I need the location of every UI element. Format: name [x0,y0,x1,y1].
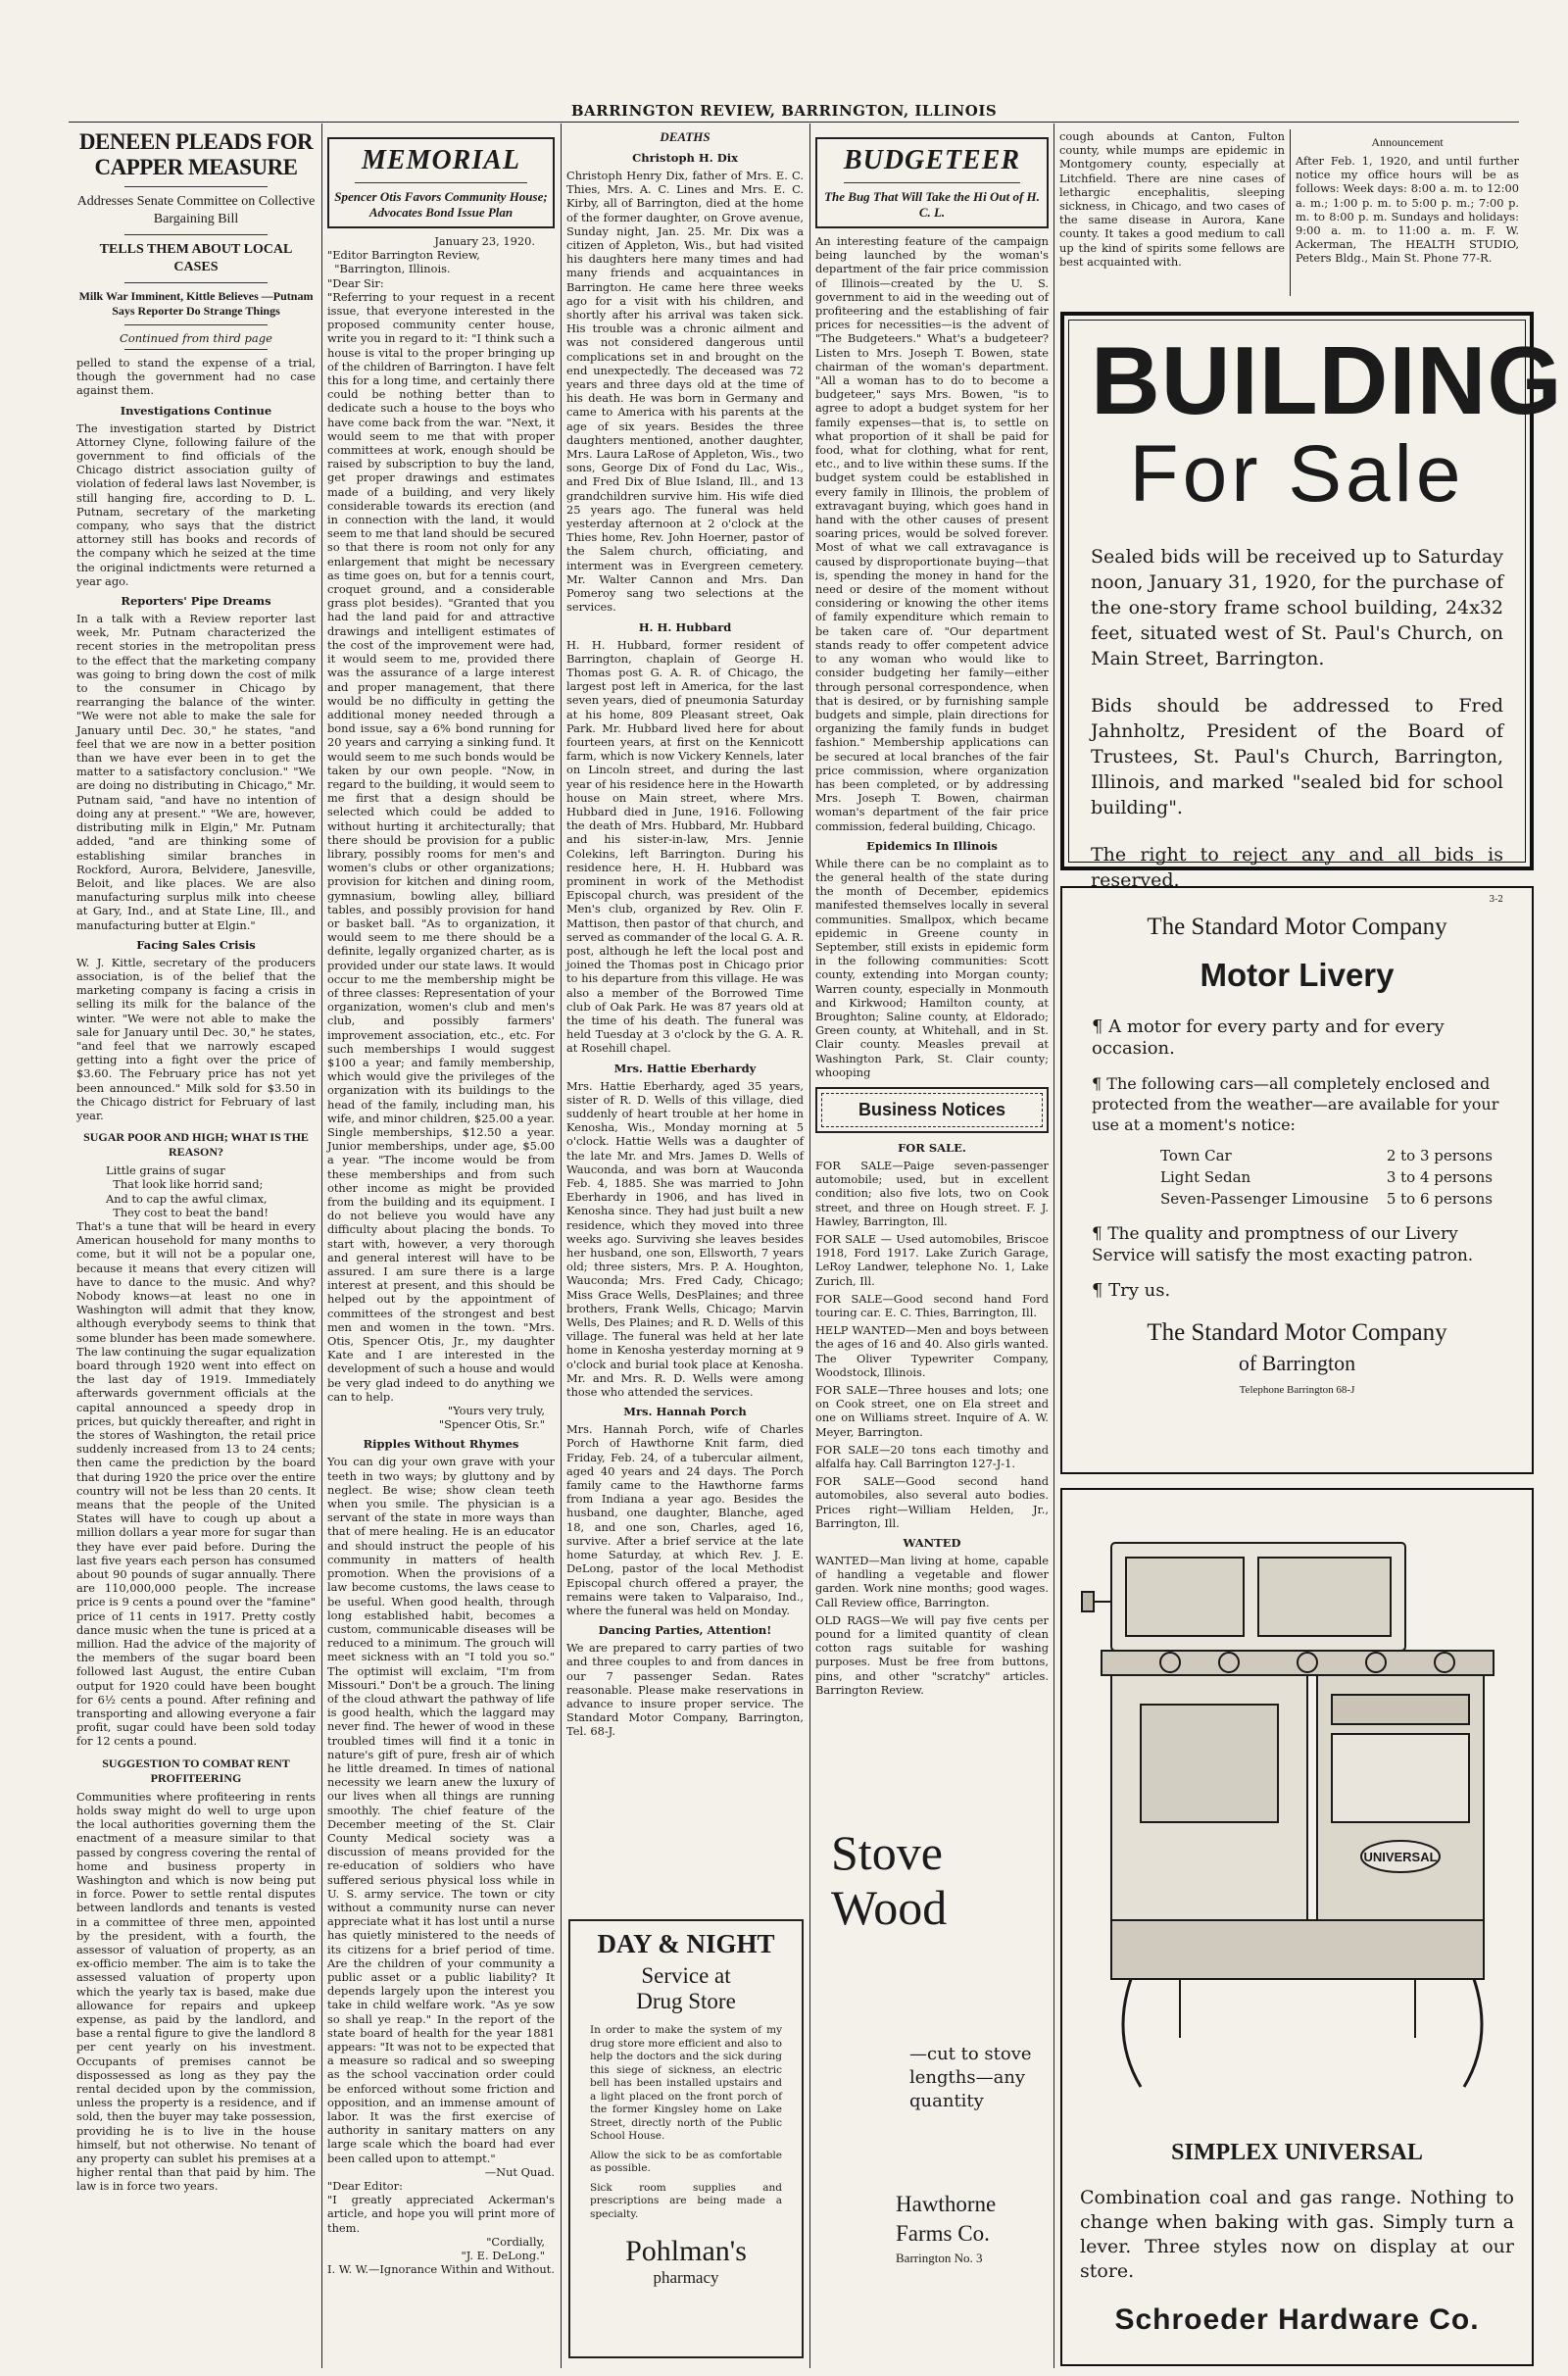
ad-signature: Farms Co. [896,2221,990,2246]
range-stove-illustration [1082,1504,1513,2131]
paragraph: That's a tune that will be heard in every American household for many months to come, but it will not be a popular one, because it means that every citizen will have to dance to the music. And why? Nobody knows—at least no one in Washington will admit that they know, although everybody seems to think that some blunder has been made somewhere. The law continuing the sugar equalization board through 1920 went into effect on the last day of 1919. Immediately afterwards government officials at the capital announced a speedy drop in prices, but quickly thereafter, and right in the stores of Washington, the retail price suddenly increased from 13 to 24 cents; then came the prediction by the board that during 1920 the price over the entire country will not be less than 20 cents. It means that the people of the United States will have to cough up about a million dollars a year more for sugar than they have ever paid before. During the last five years each person has consumed about 90 pounds of sugar annually. There are 110,000,000 people. The increase price is 9 cents a pound over the "famine" price of 11 cents in 1917. Pretty costly dance music when the tune is priced at a million. Had the advice of the majority of the members of the sugar board been followed last August, the entire Cuban output for 1920 could have been bought for 6½ cents a pound. After refining and transporting and allowing everyone a fair profit, sugar could have been sold today for 12 cents a pound. [76,1218,319,1749]
ad-body: Allow the sick to be as comfortable as possible. [590,2149,786,2174]
paragraph: Mrs. Hannah Porch, wife of Charles Porch of Hawthorne Knit farm, died Friday, Feb. 24, of a tubercular ailment, aged 40 years and 24 days. The Porch family came to the Hawthorne farms from Indiana a year ago. Besides the husband, one daughter, Blanche, aged 18, and one son, Charles, aged 16, survive. After a brief service at the late home Saturday, at which Rev. J. E. DeLong, pastor of the local Methodist Episcopal church offered a prayer, the remains were taken to Valparaiso, Ind., where the funeral was held on Monday. [566,1422,808,1617]
classified-ad: FOR SALE—Three houses and lots; one on Cook street, one on Ela street and one on Williams street. Inquire of A. W. Meyer, Barrington. [815,1383,1053,1439]
paragraph: The investigation started by District Attorney Clyne, following failure of the government to find officials of the Chicago district association guilty of violation of federal laws last November, is still hanging fire, according to D. L. Putnam, secretary of the marketing company, who says that the district attorney still has books and records of the company which he seized at the time the original indictments were returned a year ago. [76,421,319,588]
car-table [1160,1145,1502,1210]
paragraph: An interesting feature of the campaign being launched by the woman's department of the fair price commission of Illinois—created by the U. S. government to aid in the weeding out of profiteering and the establishing of fair prices for necessities—is the advent of "The Budgeteers." What's a budgeteer? Listen to Mrs. Joseph T. Bowen, state chairman of the woman's department. "All a woman has to do to become a budgeteer," says Mrs. Bowen, "is to agree to adopt a budget system for her family expenses—that is, to settle on what proportion of it shall be paid for food, what for clothing, what for rent, etc., and to live within these sums. If the budget system could be established in every family in Illinois, the problem of extravagant buying, which goes hand in hand with the other causes of present soaring prices, would be solved forever. Most of what we call extravagance is caused by disproportionate buying—that is, spending the money in hand for the need or desire of the moment without considering or knowing the other items of family expenditure which remain to be taken care of. "Our department stands ready to offer competent advice to any woman who would like to consider budgeting her family—either through personal correspondence, when that is desired, or by furnishing sample budgets and simple, plain directions for organizing the family funds in budget fashion." Membership applications can be secured at local branches of the fair price commission, where organization has been completed, or by addressing Mrs. Joseph T. Bowen, chairman woman's department of the fair price commission, federal building, Chicago. [815,234,1053,833]
range-badge: UNIVERSAL [1362,1850,1438,1864]
paragraph: Communities where profiteering in rents holds sway might do well to urge upon the local authorities governing them the enactment of a measure similar to that passed by congress covering the rental of home and business property in Washington and which is now being put in force. Power to settle rental disputes between landlords and tenants is vested in a committee of three men, appointed by the president, with a fourth, the assessor of valuation of property, as an ex-officio member. The aim is to take the assessed valuation of property upon which the yearly tax is based, make due allowance for repairs and upkeep expense, as paid by the landlord, and base a rental figure to give the landlord 8 per cent yearly on his investment. Occupants of premises cannot be dispossessed as long as they pay the rental decided upon by the commission, unless the property is a residence, and if sold, then the buyer may take possession, providing he is to live in the house himself, but not otherwise. No tenant of any property can sublet his premises at a higher rental than that paid by him. The law is in force two years. [76,1789,319,2194]
column-rule [809,124,810,2368]
signoff: "Cordially, "J. E. DeLong." [461,2234,545,2263]
headline: BUDGETEER [843,145,1021,175]
ad-bullet: ¶ Try us. [1092,1280,1171,1301]
ad-title: Wood [831,1880,948,1935]
ad-title: For Sale [1129,429,1465,519]
car-capacity: 2 to 3 persons [1386,1147,1493,1164]
section-title: Business Notices [858,1099,1006,1119]
ad-bullet: ¶ The following cars—all completely enclosed and protected from the weather—are available for your use at a moment's notice: [1092,1074,1504,1134]
ad-signature: The Standard Motor Company [1147,1319,1447,1346]
masthead-rule [69,122,1519,123]
subheading: Ripples Without Rhymes [363,1437,519,1452]
ad-body: In order to make the system of my drug store more efficient and also to help the doctors and the sick during this siege of sickness, an electric bell has been installed upstairs and a light placed on the front porch of the former Kingsley home on Lake Street, directly north of the Public School House. [590,2024,786,2142]
paragraph: "Referring to your request in a recent issue, that everyone interested in the proposed community center house, write you in regard to it: "I think such a house is vital to the proper bringing up of the children of Barrington. I have felt this for a long time, and certainly there could be nothing better than to dedicate such a house to the boys who have come back from the war. "Next, it would seem to me that with proper committees at work, enough should be raised by subscription to buy the land, get proper drawings and estimates made of a building, and very likely considerable towards its erection (and in connection with the land, it would seem to me that land should be secured so that there is room not only for any enlargement that might be necessary as time goes on, but for a tennis court, croquet ground, and a considerable grass plot besides). "Granted that you had the land paid for and attractive drawings and intelligent estimates of the cost of the improvement were had, it would seem to me, provided there was the assurance of a large interest and proper management, that there would be no difficulty in getting the additional money needed through a bond issue, say a 6% bond running for 20 years and carrying a sinking fund. It would seem to me such bonds would be taken by our own people. "Now, in regard to the building, it would seem to me first that a design should be selected which could be added to without hurting it architecturally; that there should be provision for a public library, possibly rooms for men's and women's clubs or other organizations; provision for kitchen and dining room, gymnasium, bowling alley, billiard tables, and possibly provision for hand or basket ball. "As to organization, it would seem to me there should be a definite, legally organized charter, as is provided under our state laws. It would occur to me the membership might be of three classes: Representation of your organization, women's club and men's club, and possibly farmers' improvement association, etc., etc. For such memberships I would suggest $100 a year; and family membership, which would give the privileges of the organization with its buildings to the head of the family, including man, his wife, and minor children, $25.00 a year. Single memberships, $12.50 a year. Junior memberships, under age, $5.00 a year. "The income would be from these memberships and from such other income as might be provided from the building and its equipment. I do not believe you would have any difficulty about placing the bonds. To start with, however, a very thorough and general interest will have to be assured. I am sure there is a large interest at present, and this should be helped out by the appointment of committees of the strongest and best men and women in the town. "Mrs. Otis, Spencer Otis, Jr., my daughter Kate and I are interested in the development of such a house and would be very glad indeed to do anything we can to help. [327,289,559,1404]
ad-signature: of Barrington [1238,1351,1356,1375]
continued-note: Continued from third page [120,331,272,345]
classified-ad: WANTED—Man living at home, capable of handling a vegetable and flower garden. Work nine months; good wages. Call Review office, Barrington. [815,1554,1053,1609]
column-rule [1290,129,1291,296]
headline: MEMORIAL [361,145,521,175]
ad-title: The Standard Motor Company [1147,914,1447,940]
paragraph: In a talk with a Review reporter last week, Mr. Putnam characterized the recent stories in the metropolitan press to the effect that the marketing company was going to bring down the cost of milk to the consumer in Chicago by rearranging the balance of the winter. "We were not able to make the sale for January until Dec. 30," he states, "and feel that we are now in a better position than we have ever been in to get the matter to a satisfactory conclusion." "We are doing no distributing in Chicago," Mr. Putnam said, "and have no intention of doing any at present." "We are, however, distributing milk in Elgin," Mr. Putnam added, "and are thinking some of establishing similar branches in Rockford, Aurora, Belvidere, Janesville, Beloit, and like places. We are also manufacturing surplus milk into cheese at Gary, Ind., and at State Line, Ill., and manufacturing butter at Elgin." [76,612,319,932]
section-title: WANTED [903,1536,961,1551]
car-type: Light Sedan [1160,1168,1251,1186]
car-row [1160,1166,1502,1188]
divider [355,182,527,183]
ad-signature: Schroeder Hardware Co. [1114,2303,1480,2336]
paragraph: Christoph Henry Dix, father of Mrs. E. C. Thies, Mrs. A. C. Lines and Mrs. E. C. Kirby, all of Barrington, died at the home of the former daughter, on Grove avenue, Sunday night, Jan. 25. Mr. Dix was a citizen of Appleton, Wis., but had visited his daughters here many times and had many friends and acquaintances in Barrington. He came here three weeks ago for a visit with his children, and shortly after his arrival was taken sick. His trouble was a chronic ailment and was not considered dangerous until complications set in and brought on the end unexpectedly. The deceased was 72 years and three days old at the time of his death. He was born in Germany and came to America with his parents at the age of six years. Besides the three daughters mentioned, another daughter, Mrs. Laura LaRose of Appleton, Wis., two sons, George Dix of Fond du Lac, Wis., and Fred Dix of Blue Island, Ill., and 13 grandchildren survive him. His wife died 25 years ago. The funeral was held yesterday afternoon at 2 o'clock at the Thies home, Rev. John Hoerner, pastor of the Salem church, officiating, and interment was in Evergreen cemetery. Mr. Walter Cannon and Mrs. Dan Pomeroy sang two selections at the services. [566,169,808,615]
column-budgeteer [815,137,1053,1804]
ad-day-night [568,1919,804,2358]
deck: Addresses Senate Committee on Collective Bargaining Bill [76,194,316,226]
ad-body: Sick room supplies and prescriptions are being made a specialty. [590,2181,786,2220]
divider [124,349,268,350]
announcement-title: Announcement [1371,135,1444,149]
headline-box [815,137,1049,228]
ad-building-for-sale [1060,312,1563,905]
car-capacity: 3 to 4 persons [1386,1168,1493,1186]
column-rule [561,124,562,2368]
salutation: "Editor Barrington Review, "Barrington, Illinois. "Dear Sir: [327,248,480,290]
ad-signature: Hawthorne [896,2192,997,2216]
headline: SUGGESTION TO COMBAT RENT PROFITEERING [102,1756,290,1785]
ad-signature: Barrington No. 3 [896,2251,983,2265]
ad-signature: Pohlman's [625,2235,747,2267]
business-notices-box [815,1087,1049,1133]
subheading: Investigations Continue [120,403,272,418]
paragraph: W. J. Kittle, secretary of the producers association, is of the belief that the marketing company is facing a crisis in selling its milk for the balance of the winter. "We were not able to make the sale for January until Dec. 30," he states, "and feel that we narrowly escaped getting into a fight over the price of $3.60. The February price has not yet been announced." Milk sold for $3.50 in the Chicago district for February of last year. [76,955,319,1122]
ad-body: Bids should be addressed to Fred Jahnholtz, President of the Board of Trustees, St. Paul's Church, Barrington, Illinois, and marked "sealed bid for school building". [1091,695,1510,818]
column-rule [321,124,322,2368]
classified-ad: OLD RAGS—We will pay five cents per pound for a limited quantity of clean cotton rags suitable for washing purposes. Must be free from buttons, pins, and other "scratchy" articles. Barrington Review. [815,1612,1053,1697]
obituary-name: H. H. Hubbard [638,619,732,634]
dateline: January 23, 1920. [434,234,535,248]
ad-product-name: SIMPLEX UNIVERSAL [1171,2140,1423,2165]
ad-line: Service at [641,1963,731,1988]
divider [844,182,1021,183]
classified-ad: FOR SALE—Good second hand Ford touring car. E. C. Thies, Barrington, Ill. [815,1291,1053,1320]
obituary-name: Christoph H. Dix [632,151,738,165]
deck: Spencer Otis Favors Community House; Advocates Bond Issue Plan [334,189,548,220]
ad-schroeder-range [1060,1488,1534,2366]
divider [124,186,268,187]
ad-body: —cut to stove lengths—any quantity [909,2044,1038,2111]
ad-title: Stove [831,1825,943,1880]
obituary-name: Mrs. Hattie Eberhardy [613,1061,757,1075]
paragraph: pelled to stand the expense of a trial, though the government had no case against them. [76,356,319,398]
column-deneen [76,129,319,2364]
ad-subtitle: Motor Livery [1200,957,1395,993]
ad-title: DAY & NIGHT [597,1929,775,1958]
paragraph: I. W. W.—Ignorance Within and Without. [327,2262,555,2277]
subheading: Epidemics In Illinois [866,838,998,853]
headline: SUGAR POOR AND HIGH; WHAT IS THE REASON? [83,1130,309,1160]
byline: —Nut Quad. [484,2164,555,2179]
column-memorial [327,137,559,2362]
classified-ad: FOR SALE—20 tons each timothy and alfalfa hay. Call Barrington 127-J-1. [815,1442,1053,1471]
ad-body: Sealed bids will be received up to Saturday noon, January 31, 1920, for the purchase of the one-story frame school building, 24x32 feet, situated west of St. Paul's Church, on Main Street, Barrington. [1091,546,1510,669]
column-deaths [566,129,808,1913]
ad-bullet: ¶ A motor for every party and for every occasion. [1092,1016,1450,1059]
section-title: FOR SALE. [898,1140,966,1155]
deck: The Bug That Will Take the Hi Out of H. C. L. [824,189,1040,220]
ad-body: The right to reject any and all bids is reserved. [1091,844,1510,891]
classified-ad: FOR SALE—Paige seven-passenger automobile; used, but in excellent condition; also five lots, two on Cook street, and three on Hough street. F. J. Hawley, Barrington, Ill. [815,1158,1053,1228]
poem: Little grains of sugar That look like horrid sand; And to cap the awful climax, They cost to beat the band! [106,1163,269,1219]
car-type: Seven-Passenger Limousine [1160,1190,1369,1208]
obituary-name: Mrs. Hannah Porch [623,1405,747,1419]
masthead: BARRINGTON REVIEW, BARRINGTON, ILLINOIS [570,102,998,120]
ad-signature: pharmacy [653,2268,719,2287]
ad-phone: Telephone Barrington 68-J [1239,1384,1355,1396]
ad-code: 3-2 [1489,895,1503,905]
divider [124,282,268,283]
car-type: Town Car [1160,1147,1232,1164]
column-epidemics-cont [1059,129,1289,306]
paragraph: cough abounds at Canton, Fulton county, while mumps are epidemic in Montgomery county, especially at Litchfield. There are nine cases of lethargic encephalitis, sleeping sickness, in Chicago, and two cases of the same disease in Aurora, Kane county. It takes a good medium to call up the kind of spirits some fellows are best acquainted with. [1059,129,1289,269]
headline-box [327,137,555,228]
ad-standard-motor [1060,886,1534,1474]
ad-title: BUILDING [1091,326,1563,434]
ad-bullet: ¶ The quality and promptness of our Livery Service will satisfy the most exacting patron. [1092,1224,1474,1265]
deck: Milk War Imminent, Kittle Believes —Putnam Says Reporter Do Strange Things [78,289,314,318]
paragraph: "Dear Editor: "I greatly appreciated Ackerman's article, and hope you will print more of them. [327,2179,555,2235]
car-capacity: 5 to 6 persons [1386,1190,1493,1208]
classified-ad: FOR SALE — Used automobiles, Briscoe 1918, Ford 1917. Lake Zurich Garage, LeRoy Landwer, telephone No. 1, Lake Zurich, Ill. [815,1232,1053,1288]
ad-body: Combination coal and gas range. Nothing to change when baking with gas. Simply turn a lever. Three styles now on display at our store. [1080,2187,1521,2282]
ad-stove-wood [819,1825,1049,2364]
headline: DENEEN PLEADS FOR CAPPER MEASURE [78,129,314,179]
ad-line: Drug Store [636,1989,736,2013]
deck: TELLS THEM ABOUT LOCAL CASES [99,242,293,274]
classified-ad: FOR SALE—Good second hand automobiles, also several auto bodies. Prices right—William Helden, Jr., Barrington, Ill. [815,1474,1053,1530]
paragraph: We are prepared to carry parties of two and three couples to and from dances in our 7 passenger Sedan. Rates reasonable. Please make reservations in advance to insure proper service. The Standard Motor Company, Barrington, Tel. 68-J. [566,1641,808,1739]
paragraph: You can dig your own grave with your teeth in two ways; by gluttony and by neglect. Be wise; show clean teeth when you smile. The physician is a servant of the state in more ways than that of mere healing. He is an educator and should instruct the people of his community in matters of health promotion. When the provisions of a law become customs, the laws cease to be useful. When good health, through long established habit, becomes a custom, communicable diseases will be reduced to a minimum. The grouch will meet sickness with an "I told you so." The optimist will exclaim, "I'm from Missouri." Don't be a grouch. The lining of the cloud athwart the pathway of life is good health, which the laggard may never find. The hewer of wood in these troubled times will find it a tonic in nature's gift of pure, fresh air of which he little dreamed. In times of national necessity we learn anew the luxury of our lives when all things are running smoothly. The chief feature of the December meeting of the St. Clair County Medical society was a discussion of means provided for the re-education of soldiers who have suffered serious physical loss while in U. S. army service. The town or city without a community nurse can never appreciate what it has lost until a nurse has quietly ministered to the needs of its citizens for a brief period of time. Are the children of your community a public asset or a public liability? It depends largely upon the interest you take in child welfare work. "As ye sow so shall ye reap." In the report of the state board of health for the year 1881 appears: "It was not to be expected that a measure so radical and so sweeping as the school vaccination order could be enforced without some friction and opposition, and an immense amount of labor. It was the first exercise of authority in sanitary matters on any large scale which the board had ever been called upon to attempt." [327,1455,559,2165]
paragraph: While there can be no complaint as to the general health of the state during the month of December, epidemics manifested themselves locally in several communities. Smallpox, which became epidemic in Greene county in September, still exists in epidemic form in the following communities: Scott county, extending into Morgan county; Warren county, especially in Monmouth and Kirkwood; Hamilton county, at Broughton; Saline county, at Eldorado; Green county, at Whitehall, and in St. Clair county. Measles prevail at Washington Park, St. Clair county; whooping [815,856,1053,1079]
subheading: Facing Sales Crisis [136,937,256,952]
signoff: "Yours very truly, "Spencer Otis, Sr." [438,1404,545,1432]
paragraph: Mrs. Hattie Eberhardy, aged 35 years, sister of R. D. Wells of this village, died suddenly of heart trouble at her home in Kenosha, Wis., Monday morning at 5 o'clock. Hattie Wells was a daughter of the late Mr. and Mrs. James D. Wells of Wauconda, and was born at Wauconda Feb. 4, 1885. She was married to John Eberhardy in 1906, and has lived in Kenosha since. They had just built a new residence, which they moved into three weeks ago. Surviving she leaves besides her husband, one son, Ellsworth, 7 years old; three sisters, Mrs. P. A. Houghton, Wauconda; Mrs. Fred Cady, Chicago; Miss Grace Wells, DesPlaines; and three brothers, Frank Wells, Chicago; Marvin Wells, Des Plaines; and R. D. Wells of this village. The funeral was held at her late home in Kenosha yesterday morning at 9 o'clock and burial took place at Kenosha. Mr. and Mrs. R. D. Wells were among those who attended the services. [566,1078,808,1400]
divider [124,324,268,325]
car-row [1160,1188,1502,1210]
subheading: Dancing Parties, Attention! [598,1623,772,1638]
car-row [1160,1145,1502,1166]
announcement-body: After Feb. 1, 1920, and until further notice my office hours will be as follows: Week days: 8:00 a. m. to 12:00 a. m.; 1:00 p. m. to 5:00 p. m.; 7:00 p. m. to 8:00 p. m. Sundays and holidays: 9:00 a. m. to 11:00 a. m. F. W. Ackerman, The HEALTH STUDIO, Peters Bldg., Main St. Phone 77-R. [1296,154,1523,266]
announcement [1296,135,1523,312]
divider [124,234,268,235]
headline: DEATHS [660,129,710,144]
paragraph: H. H. Hubbard, former resident of Barrington, chaplain of George H. Thomas post G. A. R. of Chicago, the largest post left in America, for the last seven years, died of pneumonia Saturday at his home, 809 Pleasant street, Oak Park. Mr. Hubbard lived here for about fourteen years, at first on the Kennicott farm, which is now Vickery Kennels, later on Lincoln street, and during the last year of his residence here in the Howarth house on Main street, where Mrs. Hubbard died in June, 1916. Following the death of Mrs. Hubbard, Mr. Hubbard and his sister-in-law, Mrs. Jennie Colekins, left Barrington. During his residence here, H. H. Hubbard was prominent in work of the Methodist Episcopal church, was president of the Men's club, organized by Rev. Olin F. Mattison, then pastor of that church, and served as commander of the local G. A. R. post, although he left the local post and joined the Thomas post in Chicago prior to his departure from this village. He was also a member of the Borrowed Time club of Oak Park. He was 87 years old at the time of his death. The funeral was held Tuesday at 3 o'clock by the G. A. R. at Rosehill chapel. [566,637,808,1056]
classified-ad: HELP WANTED—Men and boys between the ages of 16 and 40. Also girls wanted. The Oliver Typewriter Company, Woodstock, Illinois. [815,1323,1053,1379]
subheading: Reporters' Pipe Dreams [121,594,271,609]
